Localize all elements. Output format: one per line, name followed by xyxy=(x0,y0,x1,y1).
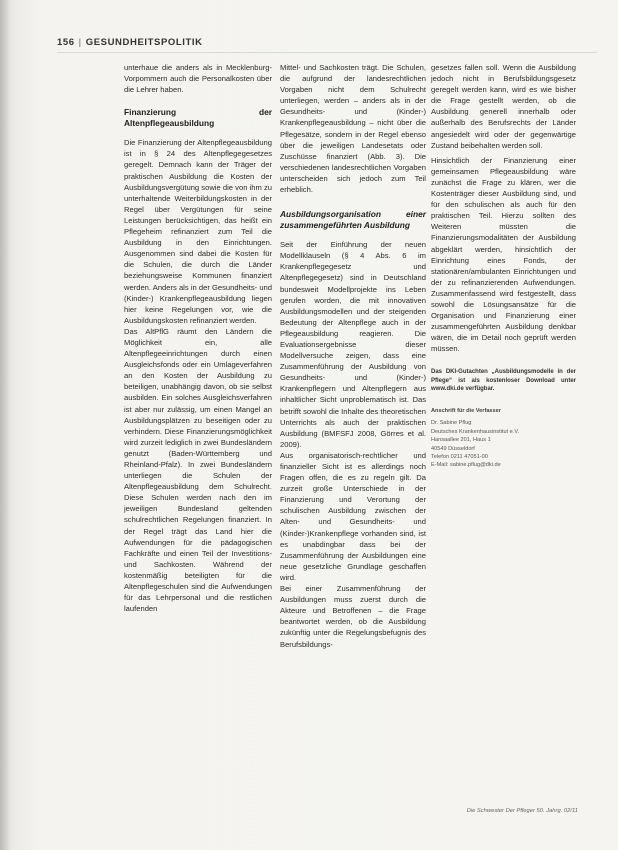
paragraph: Aus organisatorisch-rechtlicher und finanzieller Sicht ist es allerdings noch Fragen offen, die es zu regeln gilt. Da zurzeit große Unterschiede in der Finanzierung und Verortung der schulischen Ausbildung zwischen der Alten- und Gesundheits- und (Kinder-)Krankenpflege vorhanden sind, ist es unabdingbar dass bei der Zusammenführung der Ausbildungen eine neue gesetzliche Grundlage geschaffen wird. xyxy=(280,450,426,582)
page-binding-shadow xyxy=(0,0,10,850)
address-line: Hansaallee 201, Haus 1 xyxy=(431,437,491,444)
address-line: E-Mail: sabine.pflug@dki.de xyxy=(431,462,501,469)
author-address-box xyxy=(431,407,576,470)
text-column-2 xyxy=(280,62,426,650)
paragraph: Bei einer Zusammenführung der Ausbildungen muss zuerst durch die Akteure und Betroffenen – die Frage beantwortet werden, ob die Ausbildung zukünftig unter die Regelungsbefugnis des Berufsbildungs- xyxy=(280,584,426,649)
address-title: Anschrift für die Verfasser xyxy=(431,408,501,415)
paragraph: Hinsichtlich der Finanzierung einer gemeinsamen Pflegeausbildung wäre zunächst die Frage zu klären, wer die Kostenträger dieser Ausbildung sind, und für den schulischen als auch für den praktischen Teil. Hierzu sollten des Weiteren müssten die Finanzierungsmodalitäten der Ausbildung abgeklärt werden, hinsichtlich der Einrichtung eines Fonds, der stationären/ambulanten Einrichtungen und der zu refinanzierenden Aufwendungen. Zusammenfassend wird festgestellt, dass sowohl die Lösungsansätze für die Organisation und Finanzierung einer zusammengeführten Ausbildung denkbar wären, die im Detail noch geprüft werden müssen. xyxy=(431,155,576,354)
address-line: 40549 Düsseldorf xyxy=(431,445,475,452)
paragraph: Mittel- und Sachkosten trägt. Die Schulen, die aufgrund der landesrechtlichen Vorgaben nicht dem Schulrecht unterliegen, werden – anders als in der Gesundheits- und (Kinder-) Krankenpflegeausbildung – nicht über die Pflegesätze, sondern in der Regel ebenso über die jeweiligen Landesetats oder Zuschüsse finanziert (Abb. 3). Die verschiedenen landesrechtlichen Vorgaben unterscheiden sich jedoch zum Teil erheblich. xyxy=(280,63,426,195)
download-note: Das DKI-Gutachten „Ausbildungsmodelle in der Pflege“ ist als kostenloser Download unter www.dki.de verfügbar. xyxy=(431,369,576,392)
page-number: 156 xyxy=(57,36,75,48)
paragraph: Seit der Einführung der neuen Modellklauseln (§ 4 Abs. 6 im Krankenpflegegesetz und Altenpflegegesetz) sind in Deutschland bundesweit Modellprojekte ins Leben gerufen worden, die mit innovativen Ausbildungsmodellen und der steigenden Bedeutung der Altenpflege auch in der Pflegeausbildung reagieren. Die Evaluationsergebnisse dieser Modellversuche zeigen, dass eine Zusammenführung der Ausbildung von Gesundheits- und (Kinder-) Krankenpflegern und Altenpflegern aus inhaltlicher Sicht unproblematisch ist. Das betrifft sowohl die Inhalte des theoretischen Unterrichts als auch der praktischen Ausbildung (BMFSFJ 2008, Görres et al. 2009). xyxy=(280,240,426,449)
address-line: Telefon 0211 47051-00 xyxy=(431,454,488,461)
address-line: Deutsches Krankenhausinstitut e.V. xyxy=(431,428,520,435)
header-divider: | xyxy=(78,36,82,48)
text-column-3 xyxy=(431,62,576,470)
paragraph: Das AltPflG räumt den Ländern die Möglichkeit ein, alle Altenpflegeeinrichtungen durch einen Ausgleichsfonds oder ein Umlageverfahren an den Kosten der Ausbildung zu beteiligen, unabhängig davon, ob sie selbst ausbilden. Ein solches Ausgleichsverfahren ist aber nur zulässig, um einen Mangel an Ausbildungsplätzen zu beseitigen oder zu verhindern. Diese Finanzierungsmöglichkeit wird zurzeit lediglich in zwei Bundesländern genutzt (Baden-Württemberg und Rheinland-Pfalz). In zwei Bundesländern unterliegen die Schulen der Altenpflegeausbildung dem Schulrecht. Diese Schulen werden nach den im jeweiligen Bundesland geltenden schulrechtlichen Regelungen finanziert. In der Regel trägt das Land hier die Aufwendungen für die pädagogischen Fachkräfte und einen Teil der Investitions- und Sachkosten. Während der kostenmäßig beteiligten für die Altenpflegeschulen sind die Aufwendungen für das Lehrpersonal und die restlichen laufenden xyxy=(124,326,272,614)
text-column-1 xyxy=(124,62,272,614)
header-rule xyxy=(57,52,597,53)
section-heading: Finanzierung der Altenpflegeausbildung xyxy=(124,107,272,129)
running-head xyxy=(57,34,597,50)
section-title: GESUNDHEITSPOLITIK xyxy=(85,36,203,48)
address-line: Dr. Sabine Pflug xyxy=(431,420,472,427)
paragraph: unterhaue die anders als in Mecklenburg-Vorpommern auch die Personalkosten über die Lehrer haben. xyxy=(124,63,272,95)
paragraph: Die Finanzierung der Altenpflegeausbildung ist in § 24 des Altenpflegegesetzes geregelt. Demnach kann der Träger der praktischen Ausbildung die Kosten der Ausbildungsvergütung sowie die von ihm zu unterhaltende Weiterbildungskosten in der Regel über Vergütungen für seine Leistungen berücksichtigen, das heißt ein Pflegeheim refinanziert zum Teil die Ausbildung in den Einrichtungen. Ausgenommen sind dabei die Kosten für die Schulen, die durch die Länder beziehungsweise Kommunen finanziert werden. Anders als in der Gesundheits- und (Kinder-) Krankenpflegeausbildung liegen hier keine Regelungen vor, wie die Ausbildungskosten refinanziert werden. xyxy=(124,138,272,325)
section-heading: Ausbildungsorganisation einer zusammengeführten Ausbildung xyxy=(280,209,426,231)
paragraph: gesetzes fallen soll. Wenn die Ausbildung jedoch nicht in Berufsbildungsgesetz geregelt werden kann, wird es wie bisher die Frage gestellt werden, ob die Ausbildung generell innerhalb oder außerhalb des Berufsrechts der Länder angesiedelt wird oder der gegenwärtige Zustand beibehalten werden soll. xyxy=(431,63,576,150)
page-footer: Die Schwester Der Pfleger 50. Jahrg. 02/11 xyxy=(466,808,578,814)
